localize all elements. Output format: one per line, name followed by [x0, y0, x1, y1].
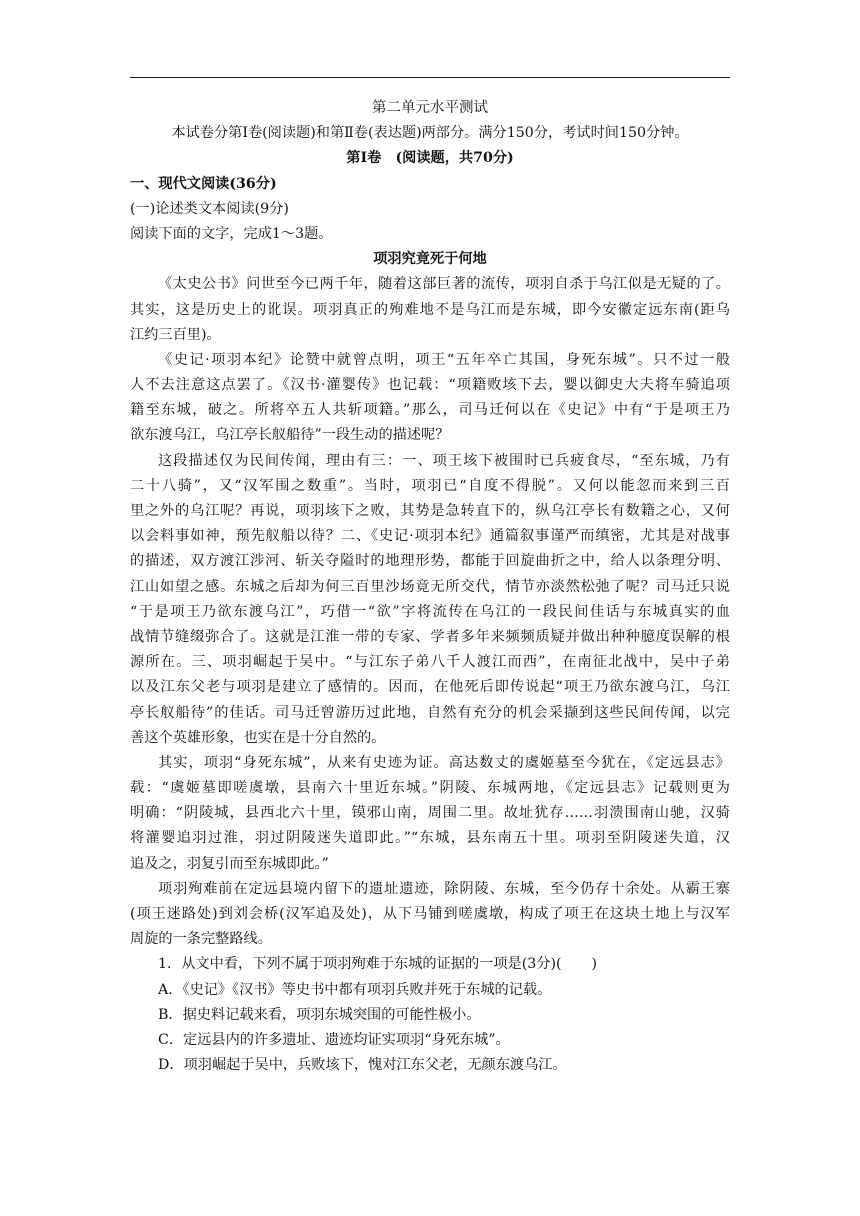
- article-line: 《史记·项羽本纪》论赞中就曾点明，项王“五年卒亡其国，身死东城”。只不过一般: [158, 351, 730, 368]
- article-line: 江山如望之感。东城之后却为何三百里沙场竟无所交代，情节亦淡然松弛了呢？司马迁只说: [130, 578, 730, 595]
- article-line: 其实，这是历史上的讹误。项羽真正的殉难地不是乌江而是东城，即今安徽定远东南(距乌: [130, 301, 730, 318]
- article-line: 以会料事如神，预先舣船以待？二、《史记·项羽本纪》通篇叙事谨严而缜密，尤其是对战事: [130, 528, 730, 545]
- article-line: 将灌婴追羽过淮，羽过阴陵迷失道即此。”“东城，县东南五十里。项羽至阴陵迷失道，汉: [130, 830, 730, 847]
- question-stem-close: ): [591, 956, 598, 973]
- article-line: 以及江东父老与项羽是建立了感情的。因而，在他死后即传说起“项王乃欲东渡乌江，乌江: [130, 679, 730, 696]
- article-line: 二十八骑”，又“汉军围之数重”。当时，项羽已“自度不得脱”。又何以能忽而来到三百: [130, 477, 730, 494]
- article-line: (项王迷路处)到刘会桥(汉军追及处)，从下马铺到嗟虞墩，构成了项王在这块土地上与汉军: [130, 906, 730, 922]
- part-title: 第Ⅰ卷 (阅读题，共70分): [346, 150, 514, 167]
- section-heading: 一、现代文阅读(36分): [130, 175, 277, 192]
- article-line: “于是项王乃欲东渡乌江”，巧借一“欲”字将流传在乌江的一段民间佳话与东城真实的血: [130, 603, 730, 620]
- article-line: 战情节缝缀弥合了。这就是江淮一带的专家、学者多年来频频质疑并做出种种臆度误解的根: [130, 628, 730, 645]
- article-line: 明确：“阴陵城，县西北六十里，镆邪山南，周围二里。故址犹存……羽溃围南山驰，汉骑: [130, 805, 730, 822]
- article-line: 载：“虞姬墓即嗟虞墩，县南六十里近东城。”阴陵、东城两地，《定远县志》记载则更为: [130, 780, 730, 797]
- article-title: 项羽究竟死于何地: [373, 251, 487, 268]
- article-line: 《太史公书》问世至今已两千年，随着这部巨著的流传，项羽自杀于乌江似是无疑的了。: [158, 276, 730, 293]
- article-line: 善这个英雄形象，也实在是十分自然的。: [130, 729, 386, 746]
- article-body: [130, 272, 730, 952]
- question-stem-text: 1．从文中看，下列不属于项羽殉难于东城的证据的一项是(3分)(: [158, 956, 562, 973]
- article-line: 亭长舣船待”的佳话。司马迁曾游历过此地，自然有充分的机会采撷到这些民间传闻，以完: [130, 704, 730, 721]
- option-c: C．定远县内的许多遗址、遗迹均证实项羽“身死东城”。: [158, 1031, 510, 1048]
- article-line: 项羽殉难前在定远县境内留下的遗址遗迹，除阴陵、东城，至今仍存十余处。从霸王寨: [158, 880, 730, 897]
- article-line: 源所在。三、项羽崛起于吴中。“与江东子弟八千人渡江而西”，在南征北战中，吴中子弟: [130, 654, 730, 671]
- option-d: D．项羽崛起于吴中，兵败垓下，愧对江东父老，无颜东渡乌江。: [158, 1057, 567, 1074]
- article-line: 里之外的乌江呢？再说，项羽垓下之败，其势是急转直下的，纵乌江亭长有数籍之心，又何: [130, 503, 730, 519]
- article-line: 追及之，羽复引而至东城即此。”: [130, 855, 329, 872]
- option-b: B．据史料记载来看，项羽东城突围的可能性极小。: [158, 1006, 481, 1023]
- article-line: 周旋的一条完整路线。: [130, 931, 272, 948]
- sub-heading: (一)论述类文本阅读(9分): [130, 200, 289, 217]
- question-stem: [130, 952, 730, 977]
- article-line: 的描述，双方渡江涉河、斩关夺隘时的地理形势，都能于回旋曲折之中，给人以条理分明、: [130, 553, 730, 570]
- top-rule: [130, 77, 730, 78]
- article-line: 人不去注意这点罢了。《汉书·灌婴传》也记载：“项籍败垓下去，婴以御史大夫将车骑追项: [130, 377, 730, 394]
- article-line: 欲东渡乌江，乌江亭长舣船待”一段生动的描述呢？: [130, 427, 450, 444]
- article-line: 江约三百里)。: [130, 326, 221, 343]
- article-line: 这段描述仅为民间传闻，理由有三：一、项王垓下被围时已兵疲食尽，“至东城，乃有: [158, 452, 730, 469]
- article-line: 其实，项羽“身死东城”，从来有史迹为证。高达数丈的虞姬墓至今犹在，《定远县志》: [158, 754, 730, 771]
- article-line: 籍至东城，破之。所将卒五人共斩项籍。”那么，司马迁何以在《史记》中有“于是项王乃: [130, 402, 730, 419]
- exam-title: 第二单元水平测试: [372, 100, 488, 116]
- option-a: A．《史记》《汉书》等史书中都有项羽兵败并死于东城的记载。: [158, 981, 552, 998]
- answer-options: [130, 978, 730, 1079]
- document-page: [130, 96, 730, 1078]
- reading-instruction: 阅读下面的文字，完成1～3题。: [130, 225, 333, 242]
- exam-intro: 本试卷分第Ⅰ卷(阅读题)和第Ⅱ卷(表达题)两部分。满分150分，考试时间150分钟。: [171, 125, 689, 142]
